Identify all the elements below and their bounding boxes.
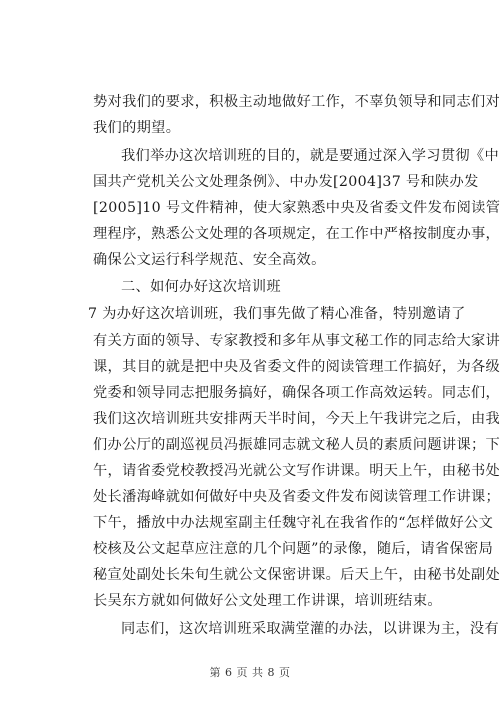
text-line: 我们的期望。 [93,120,181,136]
text-line: 处长潘海峰就如何做好中央及省委文件发布阅读管理工作讲课； [93,489,500,505]
text-line: 势对我们的要求，积极主动地做好工作，不辜负领导和同志们对 [93,94,500,110]
text-line: 国共产党机关公文处理条例》、中办发[2004]37 号和陕办发 [93,174,479,190]
text-line: 下午，播放中办法规室副主任魏守礼在我省作的“怎样做好公文 [93,515,494,531]
text-line: 理程序，熟悉公文处理的各项规定，在工作中严格按制度办事， [93,226,500,242]
section-heading: 二、如何办好这次培训班 [121,279,281,295]
text-line: 我们这次培训班共安排两天半时间，今天上午我讲完之后，由我 [93,411,500,427]
paragraph-first-line: 同志们，这次培训班采取满堂灌的办法，以讲课为主，没有 [121,621,499,637]
text-line: 确保公文运行科学规范、安全高效。 [93,252,326,268]
page-number-footer: 第 6 页 共 8 页 [209,666,291,679]
paragraph-first-line: 7 为办好这次培训班，我们事先做了精心准备，特别邀请了 [88,306,466,322]
text-line: [2005]10 号文件精神，使大家熟悉中央及省委文件发布阅读管 [93,200,500,216]
text-line: 党委和领导同志把服务搞好，确保各项工作高效运转。同志们， [93,385,500,401]
text-line: 课，其目的就是把中央及省委文件的阅读管理工作搞好，为各级 [93,359,500,375]
text-line: 校核及公文起草应注意的几个问题”的录像，随后，请省保密局 [93,541,494,557]
paragraph-first-line: 我们举办这次培训班的目的，就是要通过深入学习贯彻《中 [121,148,499,164]
text-line: 们办公厅的副巡视员冯振雄同志就文秘人员的素质问题讲课；下 [93,437,500,453]
text-line: 秘宣处副处长朱旬生就公文保密讲课。后天上午，由秘书处副处 [93,567,500,583]
text-line: 午，请省委党校教授冯光就公文写作讲课。明天上午，由秘书处 [93,463,500,479]
text-line: 长吴东方就如何做好公文处理工作讲课，培训班结束。 [93,593,442,609]
text-line: 有关方面的领导、专家教授和多年从事文秘工作的同志给大家讲 [93,333,500,349]
